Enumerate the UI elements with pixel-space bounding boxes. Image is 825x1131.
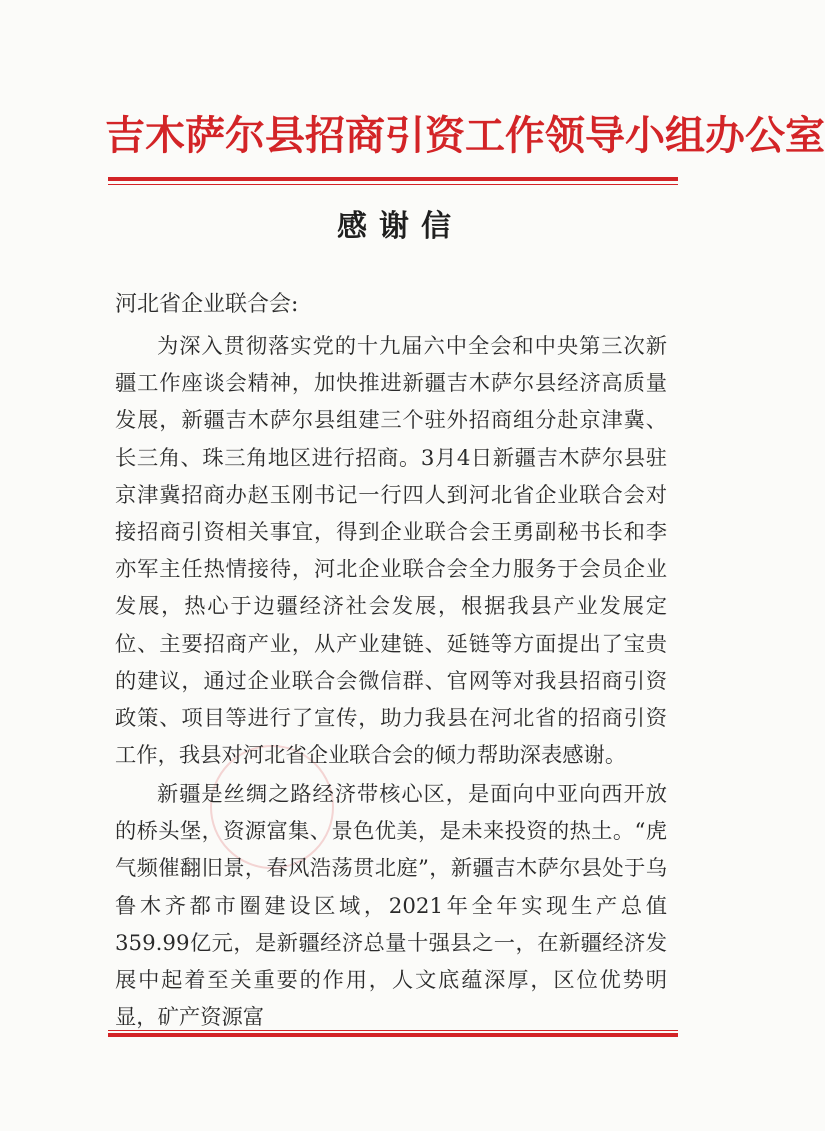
body-paragraph-2: 新疆是丝绸之路经济带核心区，是面向中亚向西开放的桥头堡，资源富集、景色优美，是未来投资的热土。“虎气频催翻旧景，春风浩荡贯北庭”，新疆吉木萨尔县处于乌鲁木齐都市圈建设区域，2021年全年实现生产总值359.99亿元，是新疆经济总量十强县之一，在新疆经济发展中起着至关重要的作用，人文底蕴深厚，区位优势明显，矿产资源富 xyxy=(115,782,667,1031)
letterhead-rule-thin xyxy=(108,184,678,185)
salutation: 河北省企业联合会: xyxy=(115,292,299,317)
footer-rule-thick xyxy=(108,1033,678,1037)
letterhead-org-name: 吉木萨尔县招商引资工作领导小组办公室 xyxy=(105,112,825,159)
letterhead-rule-thick xyxy=(108,177,678,181)
letter-title: 感谢信 xyxy=(337,209,463,244)
footer-rule-thin xyxy=(108,1030,678,1031)
body-paragraph-1: 为深入贯彻落实党的十九届六中全会和中央第三次新疆工作座谈会精神，加快推进新疆吉木萨尔县经济高质量发展，新疆吉木萨尔县组建三个驻外招商组分赴京津冀、长三角、珠三角地区进行招商。3月4日新疆吉木萨尔县驻京津冀招商办赵玉刚书记一行四人到河北省企业联合会对接招商引资相关事宜，得到企业联合会王勇副秘书长和李亦军主任热情接待，河北企业联合会全力服务于会员企业发展，热心于边疆经济社会发展，根据我县产业发展定位、主要招商产业，从产业建链、延链等方面提出了宝贵的建议，通过企业联合会微信群、官网等对我县招商引资政策、项目等进行了宣传，助力我县在河北省的招商引资工作，我县对河北省企业联合会的倾力帮助深表感谢。 xyxy=(115,334,667,769)
